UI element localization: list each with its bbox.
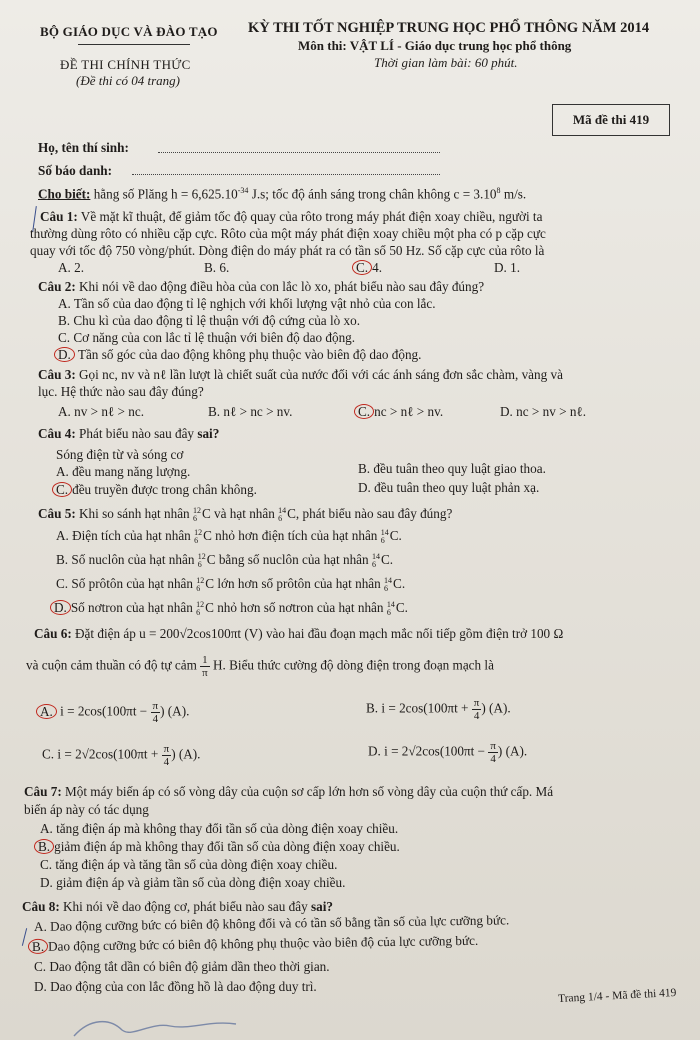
q7-line2: biến áp này có tác dụng [24, 802, 149, 817]
q5-option-c[interactable]: C. Số prôtôn của hạt nhân 12 6 C lớn hơn số prôtôn của hạt nhân 14 6 C. [56, 575, 406, 593]
isotope-c14: 14 6 [384, 575, 393, 593]
official-label: ĐỀ THI CHÍNH THỨC [60, 57, 191, 72]
q4-option-d[interactable]: D. đều tuân theo quy luật phản xạ. [358, 480, 540, 495]
q1-line2: thường dùng rôto có nhiều cặp cực. Rôto của một máy phát điện xoay chiều một pha có p cặp cực [30, 226, 546, 241]
answer-circle: D. [54, 347, 75, 362]
exam-time: Thời gian làm bài: 60 phút. [374, 55, 518, 70]
q2-option-d[interactable]: D. Tần số góc của dao động không phụ thuộc vào biên độ dao động. [58, 347, 421, 363]
q8-option-c[interactable]: C. Dao động tắt dần có biên độ giảm dần theo thời gian. [34, 959, 330, 974]
q4-option-a[interactable]: A. đều mang năng lượng. [56, 464, 191, 479]
isotope-c12: 12 6 [197, 551, 206, 569]
q1-line3: quay với tốc độ 750 vòng/phút. Dòng điện do máy phát ra có tần số 50 Hz. Số cặp cực của rôto là [30, 243, 545, 258]
q2-stem: Câu 2: Khi nói về dao động điều hòa của con lắc lò xo, phát biểu nào sau đây đúng? [38, 279, 485, 294]
q6-option-c[interactable]: C. i = 2√2cos(100πt + $\frac{\pi}{4}$ ) (A). [42, 743, 201, 768]
q5-stem: Câu 5: Khi so sánh hạt nhân 12 6 C và hạt nhân 14 6 C, phát biểu nào sau đây đúng? [38, 505, 453, 523]
q3-option-a[interactable]: A. nv > nℓ > nc. [58, 404, 145, 419]
q5-option-b[interactable]: B. Số nuclôn của hạt nhân 12 6 C bằng số nuclôn của hạt nhân 14 6 C. [56, 551, 394, 569]
name-label: Họ, tên thí sinh: [38, 140, 129, 155]
q6-line2: và cuộn cảm thuần có độ tự cảm $\frac{1}{\pi}$ H. Biểu thức cường độ dòng điện trong đoạn mạch là [26, 654, 494, 679]
exam-code: Mã đề thi 419 [572, 112, 650, 127]
pi-over-4: $\frac{\pi}{4}$ [152, 700, 159, 725]
q4-stem: Câu 4: Phát biểu nào sau đây sai? [38, 426, 220, 441]
given-constants: Cho biết: hằng số Plăng $h = 6,625.10^{-34}$ J.s; tốc độ ánh sáng trong chân không $c = 3.10^8$ m/s. [38, 186, 527, 202]
q1-option-a[interactable]: A. 2. [58, 260, 85, 275]
q1-option-c[interactable]: C. 4. [356, 260, 382, 276]
isotope-c12: 12 6 [196, 599, 205, 617]
pi-over-4: $\frac{\pi}{4}$ [490, 740, 496, 765]
isotope-c12: 12 6 [196, 575, 205, 593]
inductance-fraction: $\frac{1}{\pi}$ [202, 654, 208, 679]
pi-over-4: $\frac{\pi}{4}$ [473, 697, 480, 722]
q2-option-a[interactable]: A. Tần số của dao động tỉ lệ nghịch với khối lượng vật nhỏ của con lắc. [58, 296, 436, 311]
q8-option-a[interactable]: A. Dao động cưỡng bức có biên độ không đổi và có tần số bằng tần số của lực cưỡng bức. [33, 912, 510, 934]
answer-circle: D. [50, 600, 71, 615]
page-footer: Trang 1/4 - Mã đề thi 419 [557, 986, 677, 1006]
q1-line1: Câu 1: Về mặt kĩ thuật, để giảm tốc độ quay của rôto trong máy phát điện xoay chiều, người ta [40, 209, 543, 224]
q3-option-b[interactable]: B. nℓ > nc > nv. [208, 404, 293, 419]
q6-option-a[interactable]: A. i = 2cos(100πt − $\frac{\pi}{4}$ ) (A). [40, 700, 189, 725]
isotope-c14: 14 6 [371, 551, 380, 569]
q7-option-d[interactable]: D. giảm điện áp và giảm tần số của dòng điện xoay chiều. [40, 875, 346, 890]
q7-option-c[interactable]: C. tăng điện áp và tăng tần số của dòng điện xoay chiều. [40, 857, 338, 872]
answer-circle: C. [354, 404, 374, 419]
q3-option-d[interactable]: D. nc > nv > nℓ. [500, 404, 587, 419]
isotope-c12: 12 6 [194, 527, 203, 545]
q4-lead: Sóng điện từ và sóng cơ [56, 447, 184, 462]
q4-option-b[interactable]: B. đều tuân theo quy luật giao thoa. [358, 461, 546, 476]
q2-option-c[interactable]: C. Cơ năng của con lắc tỉ lệ thuận với biên độ dao động. [58, 330, 356, 345]
answer-circle: C. [352, 260, 372, 275]
pen-tick-mark [22, 928, 27, 946]
q7-line1: Câu 7: Một máy biến áp có số vòng dây của cuộn sơ cấp lớn hơn số vòng dây của cuộn thứ cấp. Má [24, 784, 554, 799]
q1-option-b[interactable]: B. 6. [204, 260, 230, 275]
q4-option-c[interactable]: C. đều truyền được trong chân không. [56, 482, 257, 498]
q6-line1: Câu 6: Đặt điện áp u = 200√2cos100πt (V) vào hai đầu đoạn mạch mắc nối tiếp gồm điện trở 100 Ω [34, 626, 564, 641]
q7-option-a[interactable]: A. tăng điện áp mà không thay đổi tần số của dòng điện xoay chiều. [40, 821, 399, 836]
q1-option-d[interactable]: D. 1. [494, 260, 521, 275]
answer-circle: B. [28, 939, 48, 954]
isotope-c12: 12 6 [192, 505, 201, 523]
answer-circle: A. [36, 704, 57, 719]
q7-option-b[interactable]: B. giảm điện áp mà không thay đổi tần số của dòng điện xoay chiều. [38, 839, 400, 855]
q8-option-b[interactable]: B. Dao động cưỡng bức có biên độ không phụ thuộc vào biên độ của lực cưỡng bức. [32, 933, 478, 955]
exam-code-box [552, 104, 670, 136]
answer-circle: B. [34, 839, 54, 854]
q8-option-d[interactable]: D. Dao động của con lắc đồng hồ là dao động duy trì. [34, 979, 317, 994]
q5-option-a[interactable]: A. Điện tích của hạt nhân 12 6 C nhỏ hơn điện tích của hạt nhân 14 6 C. [56, 527, 402, 545]
q3-line1: Câu 3: Gọi nc, nv và nℓ lần lượt là chiết suất của nước đối với các ánh sáng đơn sắc chàm, vàng và [38, 367, 563, 382]
q5-option-d[interactable]: D. Số nơtron của hạt nhân 12 6 C nhỏ hơn số nơtron của hạt nhân 14 6 C. [54, 600, 408, 617]
q8-stem: Câu 8: Khi nói về dao động cơ, phát biểu nào sau đây sai? [22, 899, 333, 914]
isotope-c14: 14 6 [386, 599, 395, 617]
isotope-c14: 14 6 [380, 527, 389, 545]
exam-title: KỲ THI TỐT NGHIỆP TRUNG HỌC PHỔ THÔNG NĂM 2014 [248, 20, 650, 36]
q2-option-b[interactable]: B. Chu kì của dao động tỉ lệ thuận với độ cứng của lò xo. [58, 313, 360, 328]
name-fill-line[interactable] [158, 152, 440, 153]
id-label: Số báo danh: [38, 163, 113, 178]
id-fill-line[interactable] [132, 174, 440, 175]
pi-over-4: $\frac{\pi}{4}$ [163, 743, 170, 768]
pen-scribble-icon [70, 1012, 240, 1040]
exam-subject: Môn thi: VẬT LÍ - Giáo dục trung học phổ thông [298, 38, 572, 53]
ministry-name: BỘ GIÁO DỤC VÀ ĐÀO TẠO [40, 24, 218, 39]
q3-line2: lục. Hệ thức nào sau đây đúng? [38, 384, 204, 399]
page-count: (Đề thi có 04 trang) [76, 73, 180, 88]
q3-option-c[interactable]: C. nc > nℓ > nv. [358, 404, 443, 420]
isotope-c14: 14 6 [278, 505, 287, 523]
q6-option-d[interactable]: D. i = 2√2cos(100πt − $\frac{\pi}{4}$ ) (A). [368, 740, 528, 765]
q6-option-b[interactable]: B. i = 2cos(100πt + $\frac{\pi}{4}$ ) (A). [366, 697, 511, 722]
answer-circle: C. [52, 482, 72, 497]
ministry-underline [78, 44, 190, 45]
